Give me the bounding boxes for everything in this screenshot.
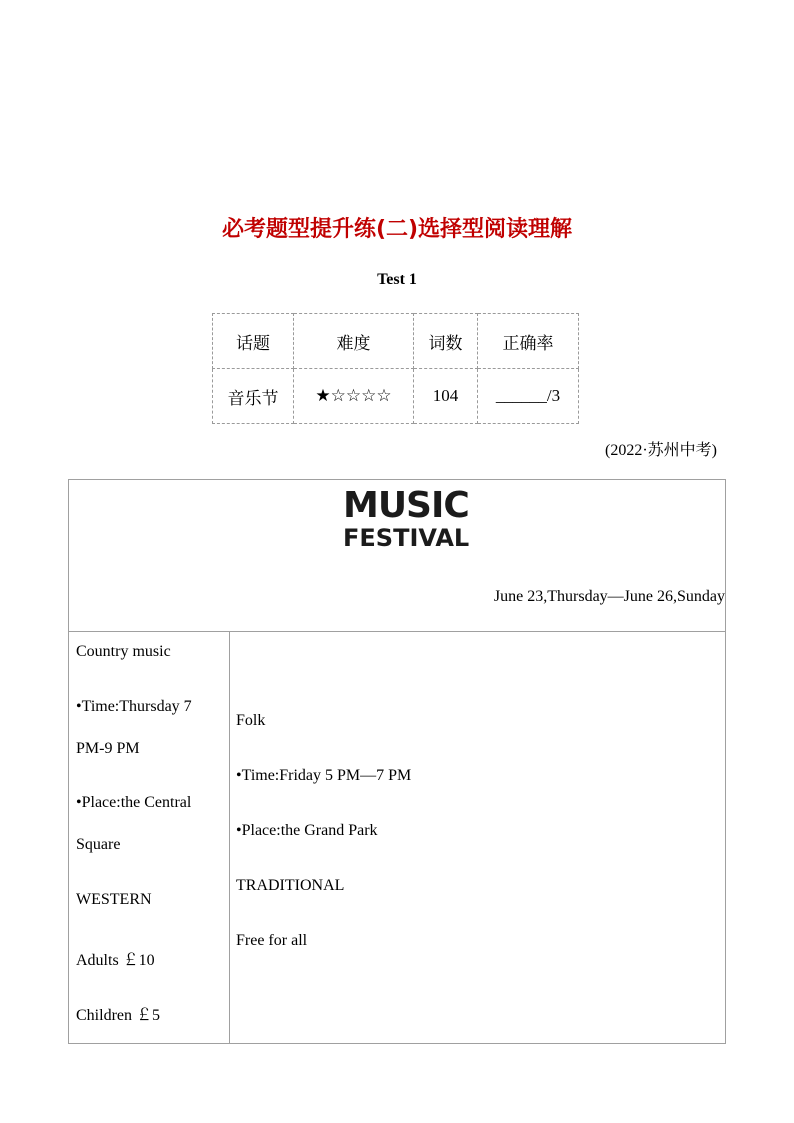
- country-time-line2: PM-9 PM: [76, 740, 140, 757]
- test-label: Test 1: [377, 271, 417, 288]
- festival-poster: [68, 479, 726, 1044]
- country-place-line1: •Place:the Central: [76, 794, 192, 811]
- logo-line-festival: FESTIVAL: [343, 524, 470, 552]
- source-prefix: (2022·: [605, 442, 648, 459]
- header-topic: 话题: [213, 314, 294, 369]
- country-adult-price: Adults ￡10: [76, 952, 155, 969]
- info-table: [212, 313, 579, 424]
- source-place: 苏州中考: [647, 440, 712, 459]
- folk-music-cell: [230, 632, 725, 1043]
- poster-header-cell: [69, 480, 725, 632]
- header-difficulty: 难度: [294, 314, 414, 369]
- festival-dates: June 23,Thursday—June 26,Sunday: [493, 588, 725, 605]
- country-time-line1: •Time:Thursday 7: [76, 698, 192, 715]
- source-suffix: ): [711, 442, 717, 459]
- folk-genre: Folk: [236, 712, 266, 729]
- folk-place: •Place:the Grand Park: [236, 822, 378, 839]
- country-style: WESTERN: [76, 891, 152, 908]
- value-difficulty-stars: ★☆☆☆☆: [294, 369, 414, 424]
- country-music-cell: [69, 632, 230, 1043]
- country-genre: Country music: [76, 643, 171, 660]
- info-value-row: [213, 369, 579, 424]
- source-citation: [605, 437, 717, 460]
- header-accuracy: 正确率: [478, 314, 579, 369]
- value-accuracy-blank: ______/3: [478, 369, 579, 424]
- folk-style: TRADITIONAL: [236, 877, 345, 894]
- value-topic: 音乐节: [213, 369, 294, 424]
- value-word-count: 104: [414, 369, 478, 424]
- music-festival-logo: [343, 485, 470, 552]
- folk-time: •Time:Friday 5 PM—7 PM: [236, 767, 412, 784]
- country-child-price: Children ￡5: [76, 1007, 160, 1024]
- folk-price: Free for all: [236, 932, 308, 949]
- info-header-row: [213, 314, 579, 369]
- country-place-line2: Square: [76, 836, 121, 853]
- header-word-count: 词数: [414, 314, 478, 369]
- logo-line-music: MUSIC: [343, 485, 469, 526]
- page-title: 必考题型提升练(二)选择型阅读理解: [221, 217, 573, 242]
